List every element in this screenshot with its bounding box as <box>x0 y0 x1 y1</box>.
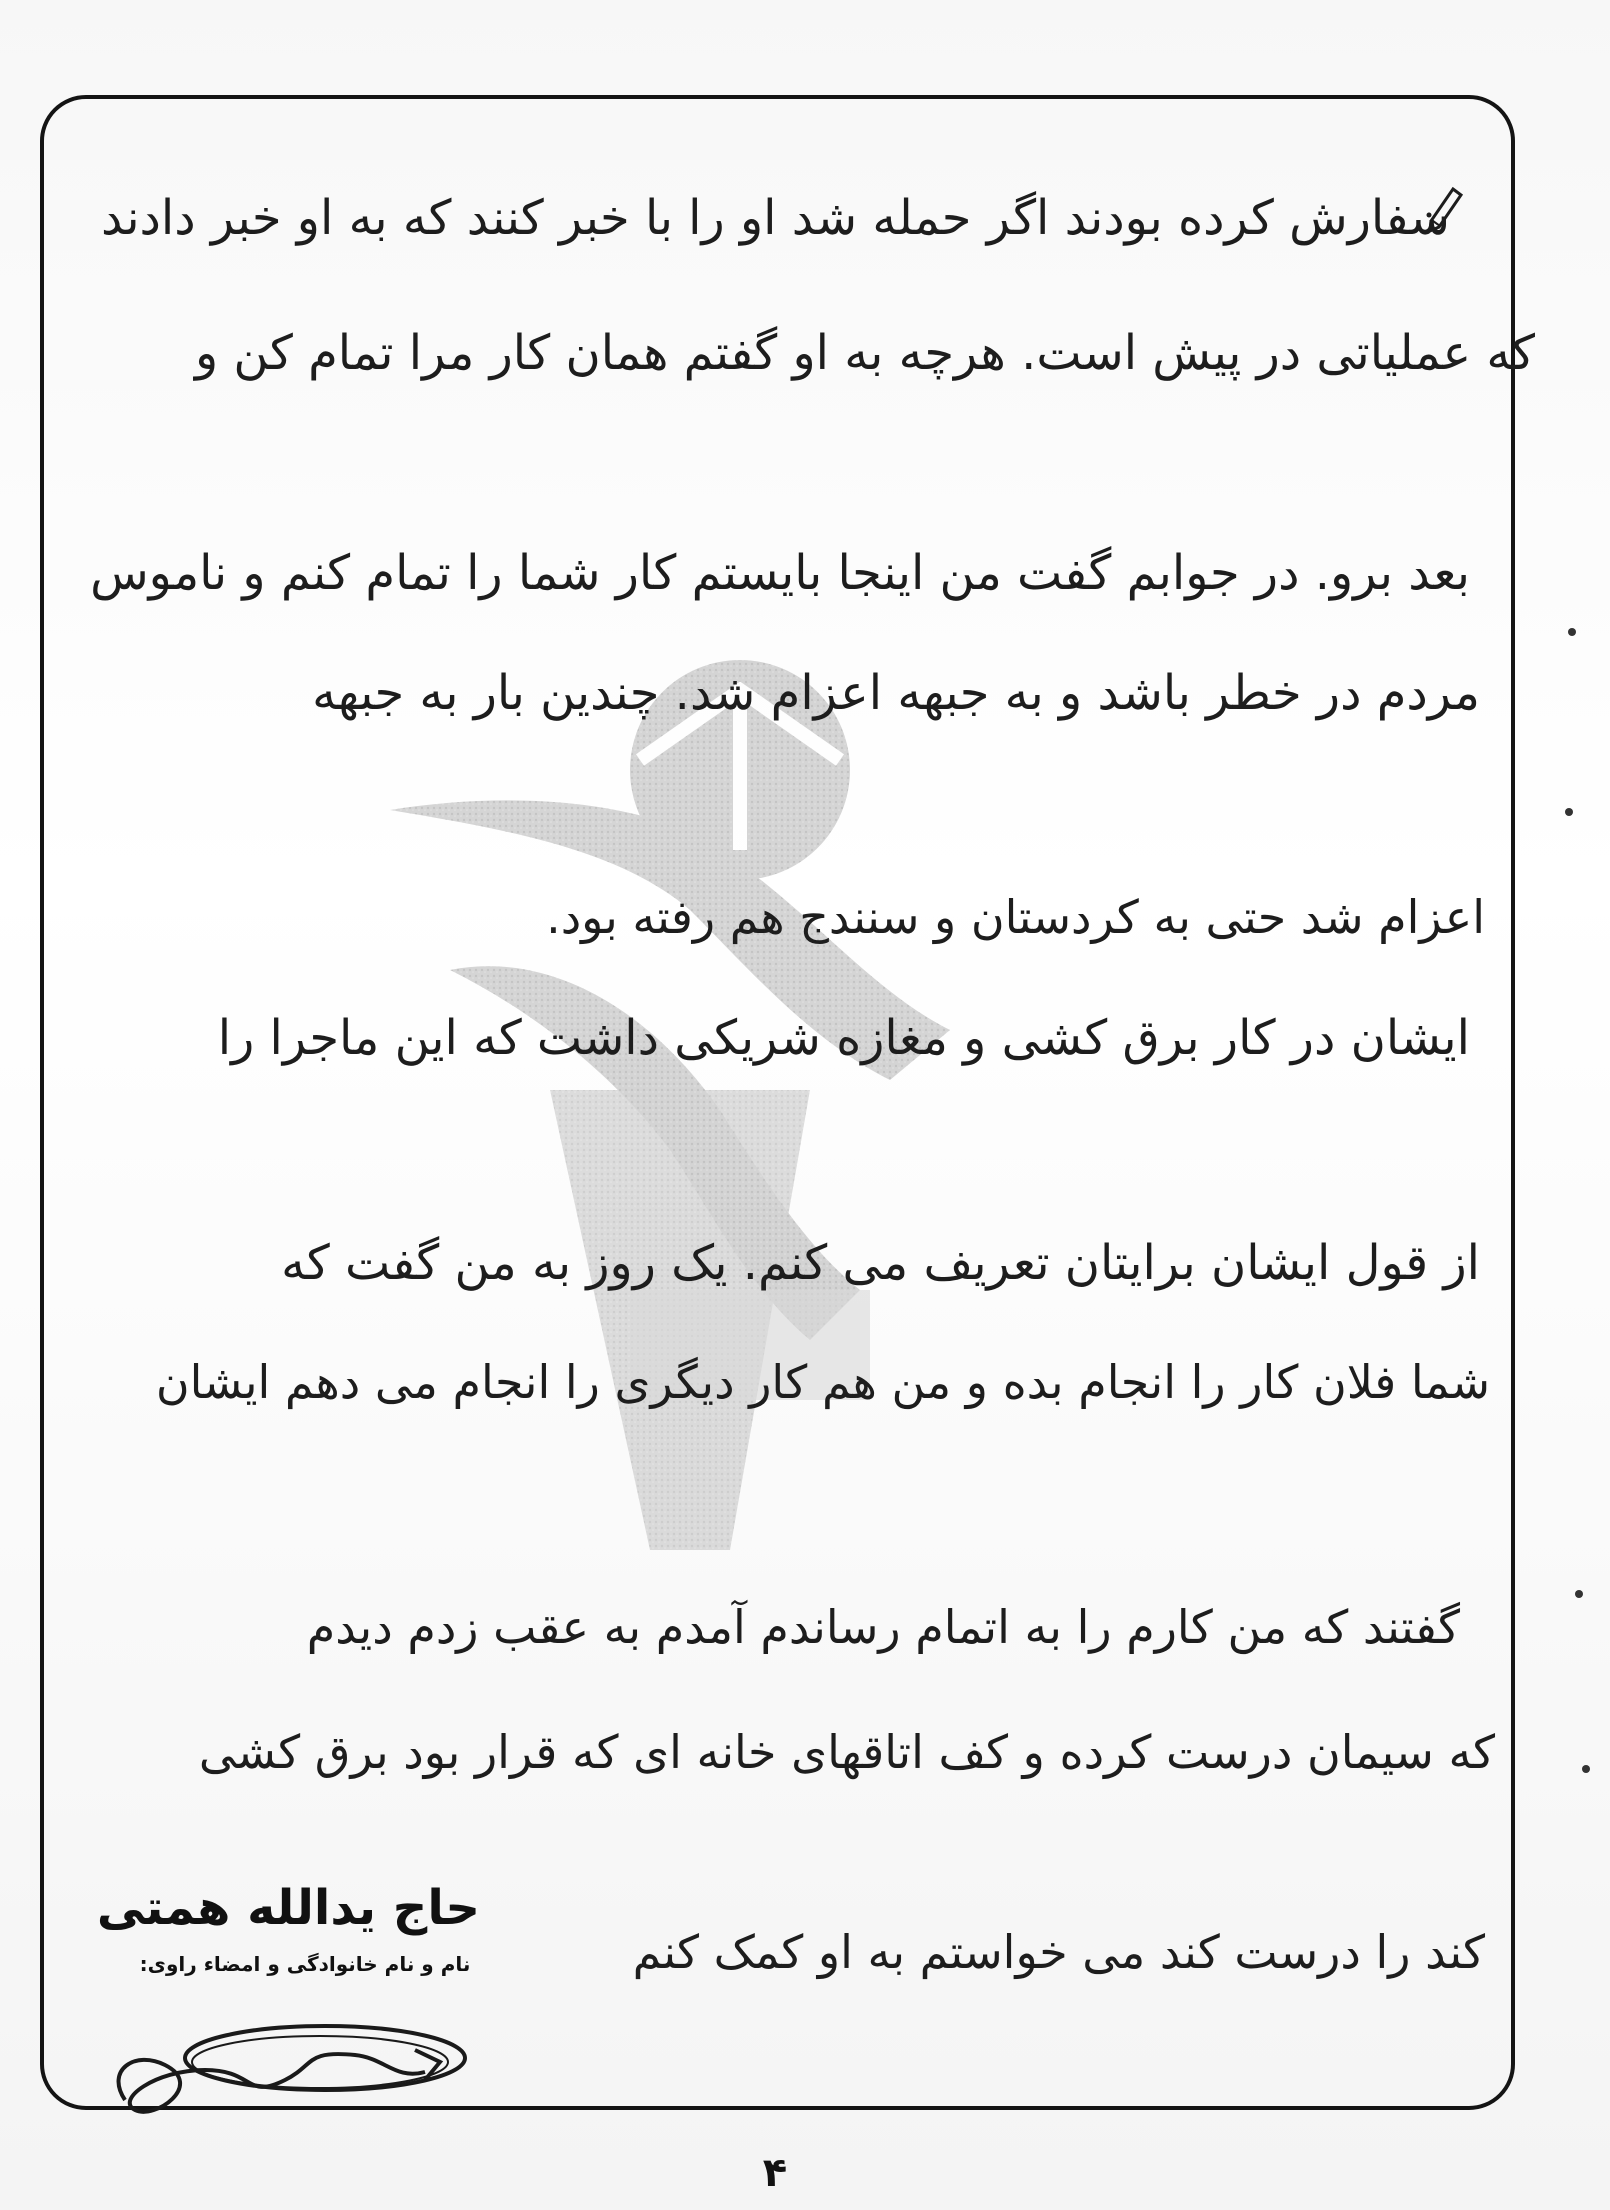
scan-speck <box>1582 1765 1590 1773</box>
scan-speck <box>1568 628 1576 636</box>
handwritten-line: از قول ایشان برایتان تعریف می کنم. یک روز به من گفت که <box>281 1235 1480 1291</box>
handwritten-line: که سیمان درست کرده و کف اتاقهای خانه ای که قرار بود برق کشی <box>198 1725 1495 1779</box>
narrator-signature <box>95 2010 475 2130</box>
narrator-signature-label: نام و نام خانوادگی و امضاء راوی: <box>139 1952 471 1976</box>
handwritten-line: کند را درست کند می خواستم به او کمک کنم <box>632 1925 1485 1979</box>
dove-globe-watermark-logo <box>390 650 1050 1550</box>
handwritten-line: گفتند که من کارم را به اتمام رساندم آمدم به عقب زدم دیدم <box>306 1600 1460 1654</box>
handwritten-line: شما فلان کار را انجام بده و من هم کار دیگری را انجام می دهم ایشان <box>155 1355 1490 1409</box>
scan-speck <box>1565 808 1573 816</box>
handwritten-line: بعد برو. در جوابم گفت من اینجا بایستم کار شما را تمام کنم و ناموس <box>90 545 1470 601</box>
narrator-name: حاج یدالله همتی <box>96 1880 480 1936</box>
handwritten-line: مردم در خطر باشد و به جبهه اعزام شد. چندین بار به جبهه <box>312 665 1480 721</box>
handwritten-line: ایشان در کار برق کشی و مغازه شریکی داشت که این ماجرا را <box>217 1010 1470 1066</box>
handwritten-line: که عملیاتی در پیش است. هرچه به او گفتم همان کار مرا تمام کن و <box>194 325 1535 381</box>
page-number: ۴ <box>762 2150 788 2196</box>
handwritten-line: اعزام شد حتی به کردستان و سنندج هم رفته بود. <box>546 890 1485 944</box>
scan-speck <box>1575 1590 1583 1598</box>
handwritten-line: سفارش کرده بودند اگر حمله شد او را با خبر کنند که به او خبر دادند <box>101 190 1450 246</box>
